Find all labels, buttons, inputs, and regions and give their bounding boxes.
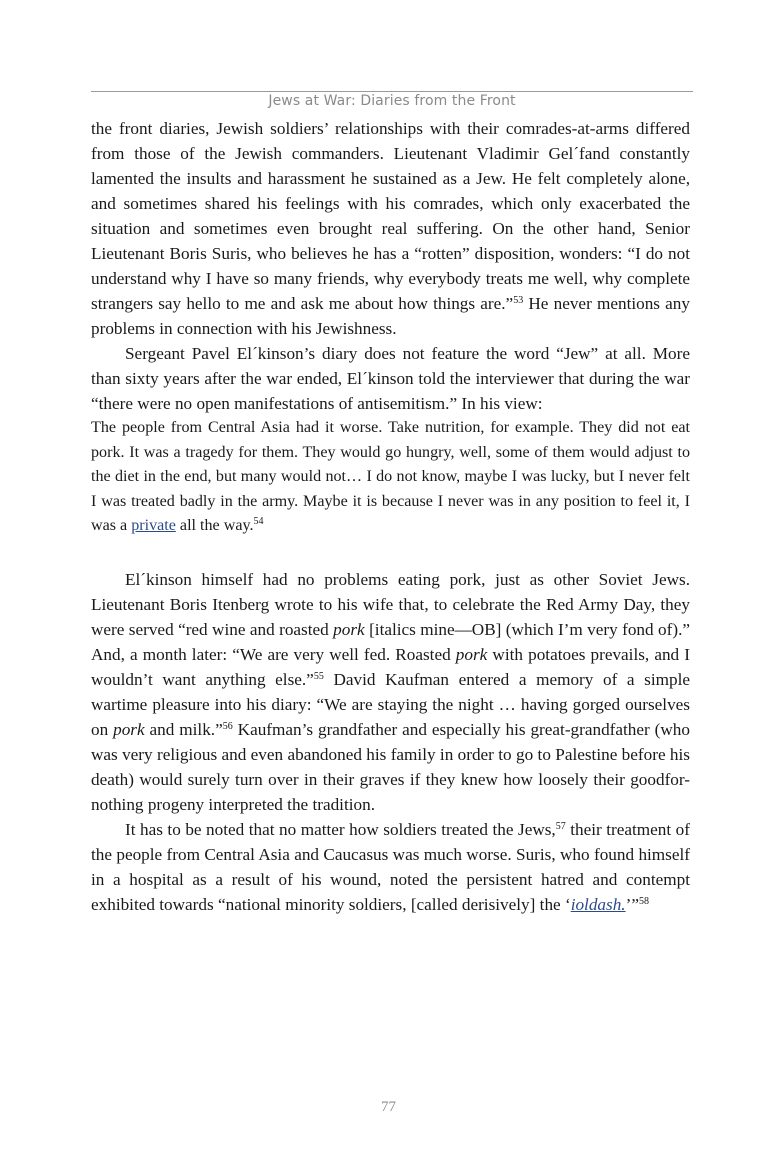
footnote-ref-57[interactable]: 57 xyxy=(555,820,566,832)
paragraph-text: and milk.” xyxy=(144,719,223,739)
paragraph-text: ’” xyxy=(625,894,639,914)
quote-text: all the way. xyxy=(175,517,254,535)
italic-word: pork xyxy=(113,719,145,739)
paragraph-text: their treatment of the people from Central Asia and Caucasus was much worse. Suris, who found himself in a hospital as a result of his wound, noted the persistent hatred and contempt exhibited towards “national minority soldiers, [called derisively] the ‘ xyxy=(91,819,690,914)
page-number: 77 xyxy=(381,1099,396,1115)
footnote-ref-53[interactable]: 53 xyxy=(513,295,524,306)
paragraph-text: David Kaufman entered a memory of a simple wartime pleasure into his diary: “We are staying the night … having gorged ourselves on xyxy=(91,669,690,739)
paragraph-text: [italics mine—OB] (which I’m very fond of).” And, a month later: “We are very well fed. Roasted xyxy=(91,619,690,664)
footnote-ref-54[interactable]: 54 xyxy=(253,516,264,528)
paragraph-3 xyxy=(91,567,690,817)
paragraph-2 xyxy=(91,341,690,416)
quote-text: The people from Central Asia had it worse. Take nutrition, for example. They did not eat pork. It was a tragedy for them. They would go hungry, well, some of them would adjust to the diet in the end, but many would not… I do not know, maybe I was lucky, but I never felt I was treated badly in the army. Maybe it is because I never was in any position to feel it, I was a xyxy=(91,419,690,535)
paragraph-4 xyxy=(91,817,690,917)
ioldash-link[interactable]: ioldash. xyxy=(570,894,626,914)
paragraph-text: Sergeant Pavel El´kinson’s diary does not feature the word “Jew” at all. More than sixty years after the war ended, El´kinson told the interviewer that during the war “there were no open manifestations of antisemitism.” In his view: xyxy=(91,344,690,413)
footnote-ref-55[interactable]: 55 xyxy=(313,670,324,682)
header-rule xyxy=(91,91,693,92)
paragraph-text: the front diaries, Jewish soldiers’ relationships with their comrades-at-arms differed from those of the Jewish commanders. Lieutenant Vladimir Gel´fand constantly lamented the insults and harassment he sustained as a Jew. He felt completely alone, and sometimes shared his feelings with his comrades, which only exacerbated the situation and sometimes even brought real suffering. On the other hand, Senior Lieutenant Boris Suris, who believes he has a “rotten” disposition, wonders: “I do not understand why I have so many friends, why everybody treats me well, why complete strangers say hello to me and ask me about how things are.” xyxy=(91,119,690,313)
paragraph-text: with potatoes prevails, and I wouldn’t want anything else.” xyxy=(91,644,690,689)
footnote-ref-56[interactable]: 56 xyxy=(222,720,233,732)
italic-word: pork xyxy=(333,619,365,639)
paragraph-text: He never mentions any problems in connection with his Jewishness. xyxy=(91,294,690,338)
private-link[interactable]: private xyxy=(131,517,176,535)
body-text xyxy=(91,116,690,917)
paragraph-text: Kaufman’s grandfather and especially his great-grandfather (who was very religious and even abandoned his family in order to go to Palestine before his death) would surely turn over in their graves if they knew how loosely their goodfor-nothing progeny interpreted the tradition. xyxy=(91,719,690,814)
paragraph-text: El´kinson himself had no problems eating pork, just as other Soviet Jews. Lieutenant Boris Itenberg wrote to his wife that, to celebrate the Red Army Day, they were served “red wine and roasted xyxy=(91,569,690,639)
italic-word: pork xyxy=(455,644,488,664)
paragraph-text: It has to be noted that no matter how soldiers treated the Jews, xyxy=(125,819,556,839)
paragraph-1 xyxy=(91,116,690,341)
running-head: Jews at War: Diaries from the Front xyxy=(268,93,516,109)
footnote-ref-58[interactable]: 58 xyxy=(638,895,649,907)
block-quote xyxy=(91,416,690,539)
